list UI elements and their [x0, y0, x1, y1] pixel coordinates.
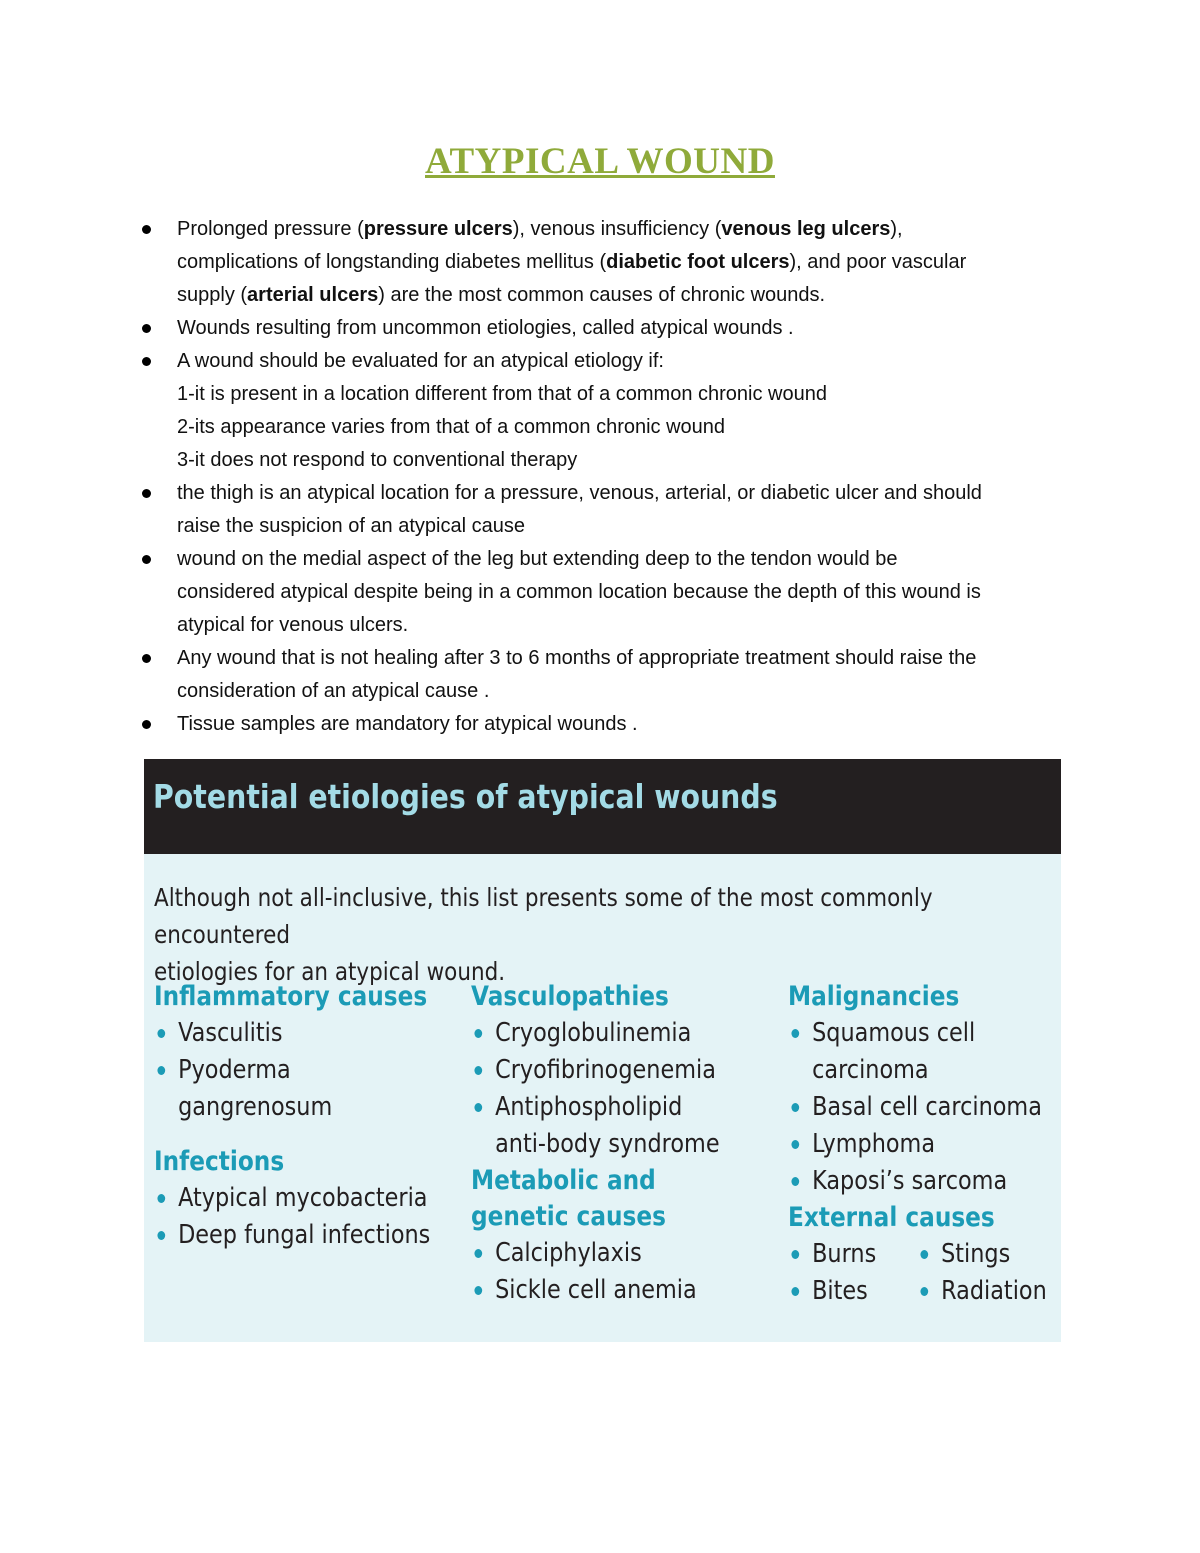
heading-metabolic: Metabolic and genetic causes: [471, 1165, 666, 1232]
list-item: Cryofibrinogenemia: [471, 1052, 755, 1089]
list-item: Kaposi’s sarcoma: [788, 1163, 1063, 1200]
list-item: Stings: [917, 1236, 1047, 1273]
list-item: Radiation: [917, 1273, 1047, 1310]
bold-term: arterial ulcers: [247, 284, 379, 306]
etiologies-figure: [144, 759, 1061, 1342]
list-item: Deep fungal infections: [154, 1217, 438, 1254]
heading-malignancies: Malignancies: [788, 981, 960, 1012]
metabolic-list: [471, 1235, 755, 1309]
list-item: Atypical mycobacteria: [154, 1180, 438, 1217]
figure-title: Potential etiologies of atypical wounds: [153, 777, 778, 816]
page-title: ATYPICAL WOUND: [425, 141, 775, 182]
bold-term: diabetic foot ulcers: [606, 251, 790, 273]
list-item: Pyoderma gangrenosum: [154, 1052, 324, 1126]
heading-external: External causes: [788, 1202, 995, 1233]
list-item: Squamous cell carcinoma: [788, 1015, 984, 1089]
list-item: wound on the medial aspect of the leg but extending deep to the tendon would be considered atypical despite being in a common location because the depth of this wound is atypical for venous ulcers.: [140, 543, 1070, 642]
vasculopathies-list: [471, 1015, 755, 1163]
list-item: Vasculitis: [154, 1015, 438, 1052]
list-item: Prolonged pressure (pressure ulcers), venous insufficiency (venous leg ulcers), complications of longstanding diabetes mellitus (diabetic foot ulcers), and poor vascular supply (arterial ulcers) are the most common causes of chronic wounds.: [140, 213, 1070, 312]
inflammatory-list: [154, 1015, 438, 1126]
list-item: Any wound that is not healing after 3 to 6 months of appropriate treatment should raise the consideration of an atypical cause .: [140, 642, 1070, 708]
list-item: Cryoglobulinemia: [471, 1015, 755, 1052]
column-3: [788, 979, 1063, 1310]
figure-header: [144, 759, 1061, 854]
figure-intro: Although not all-inclusive, this list presents some of the most commonly encountered etiologies for an atypical wound.: [154, 883, 933, 986]
infections-list: [154, 1180, 438, 1254]
heading-vasculopathies: Vasculopathies: [471, 981, 669, 1012]
heading-infections: Infections: [154, 1146, 285, 1177]
list-item: Bites: [788, 1273, 917, 1310]
list-item: Basal cell carcinoma: [788, 1089, 1063, 1126]
list-item: Lymphoma: [788, 1126, 1063, 1163]
heading-inflammatory: Inflammatory causes: [154, 981, 428, 1012]
list-item: Calciphylaxis: [471, 1235, 755, 1272]
list-item: Sickle cell anemia: [471, 1272, 755, 1309]
list-item: Burns: [788, 1236, 917, 1273]
list-item: Wounds resulting from uncommon etiologies, called atypical wounds .: [140, 312, 1070, 345]
list-item: the thigh is an atypical location for a pressure, venous, arterial, or diabetic ulcer and should raise the suspicion of an atypical cause: [140, 477, 1070, 543]
list-item: A wound should be evaluated for an atypical etiology if: 1-it is present in a location different from that of a common chronic wound 2-its appearance varies from that of a common chronic wound 3-it does not respond to conventional therapy: [140, 345, 1070, 477]
malignancies-list: [788, 1015, 1063, 1200]
bullet-list: [140, 213, 1070, 741]
bold-term: pressure ulcers: [363, 218, 513, 240]
list-item: Tissue samples are mandatory for atypical wounds .: [140, 708, 1070, 741]
list-item: Antiphospholipid anti-body syndrome: [471, 1089, 727, 1163]
external-list: [788, 1236, 1063, 1310]
bold-term: venous leg ulcers: [721, 218, 891, 240]
column-2: [471, 979, 755, 1309]
column-1: [154, 979, 438, 1254]
